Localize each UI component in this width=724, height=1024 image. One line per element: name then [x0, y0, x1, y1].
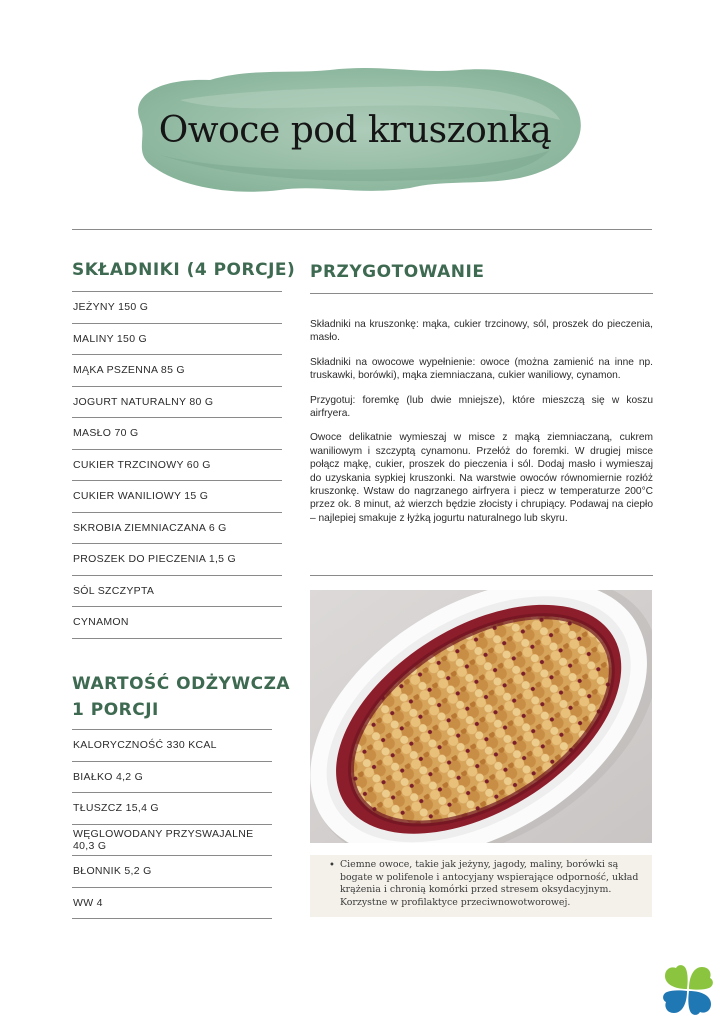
nutrition-item: WĘGLOWODANY PRZYSWAJALNE 40,3 G [72, 825, 272, 857]
nutrition-item: WW 4 [72, 888, 272, 920]
ingredients-heading: SKŁADNIKI (4 PORCJE) [72, 260, 296, 280]
preparation-text [310, 318, 653, 536]
nutrition-heading-line2: 1 PORCJI [72, 700, 159, 720]
top-divider [72, 229, 652, 230]
preparation-paragraph: Przygotuj: foremkę (lub dwie mniejsze), które mieszczą się w koszu airfryera. [310, 394, 653, 420]
preparation-paragraph: Owoce delikatnie wymieszaj w misce z mąką ziemniaczaną, cukrem waniliowym i szczyptą cynamonu. Przełóż do foremki. W drugiej misce połącz mąkę, cukier, proszek do pieczenia i sól. Dodaj masło i wymieszaj do uzyskania sypkiej kruszonki. Na warstwie owoców równomiernie rozłóż kruszonkę. Wstaw do nagrzanego airfryera i piecz w temperaturze 200°C przez ok. 8 minut, aż wierzch będzie złocisty i chrupiący. Podawaj na ciepło – najlepiej smakuje z łyżką jogurtu naturalnego lub skyru. [310, 432, 653, 524]
ingredients-list [72, 292, 282, 639]
crumble-photo [310, 590, 652, 843]
nutrition-item: BŁONNIK 5,2 G [72, 856, 272, 888]
preparation-heading: PRZYGOTOWANIE [310, 262, 485, 282]
preparation-divider [310, 293, 653, 294]
nutrition-item: KALORYCZNOŚĆ 330 KCAL [72, 730, 272, 762]
ingredient-item: MĄKA PSZENNA 85 G [72, 355, 282, 387]
ingredient-item: MALINY 150 G [72, 324, 282, 356]
page-title: Owoce pod kruszonką [158, 109, 552, 151]
ingredient-item: CYNAMON [72, 607, 282, 639]
nutrition-item: BIAŁKO 4,2 G [72, 762, 272, 794]
preparation-paragraph: Składniki na kruszonkę: mąka, cukier trzcinowy, sól, proszek do pieczenia, masło. [310, 319, 653, 344]
ingredient-item: MASŁO 70 G [72, 418, 282, 450]
ingredient-item: CUKIER WANILIOWY 15 G [72, 481, 282, 513]
preparation-bottom-divider [310, 575, 653, 576]
nutrition-heading-line1: WARTOŚĆ ODŻYWCZA [72, 674, 291, 694]
note-bullet: • [329, 860, 335, 871]
ingredient-item: JEŻYNY 150 G [72, 292, 282, 324]
health-note [310, 855, 652, 917]
title-banner [120, 60, 590, 200]
nutrition-list [72, 730, 272, 919]
preparation-paragraph: Składniki na owocowe wypełnienie: owoce (można zamienić na inne np. truskawki, borówki), mąka ziemniaczana, cukier waniliowy, cynamon. [310, 356, 653, 382]
clover-logo-icon [660, 962, 716, 1018]
nutrition-heading [72, 671, 290, 723]
ingredient-item: SKROBIA ZIEMNIACZANA 6 G [72, 513, 282, 545]
ingredient-item: JOGURT NATURALNY 80 G [72, 387, 282, 419]
ingredient-item: CUKIER TRZCINOWY 60 G [72, 450, 282, 482]
ingredient-item: SÓL SZCZYPTA [72, 576, 282, 608]
nutrition-item: TŁUSZCZ 15,4 G [72, 793, 272, 825]
ingredient-item: PROSZEK DO PIECZENIA 1,5 G [72, 544, 282, 576]
note-text: Ciemne owoce, takie jak jeżyny, jagody, maliny, borówki są bogate w polifenole i antocyjany wspierające odporność, układ krążenia i chronią komórki przed stresem oksydacyjnym. Korzystne w profilaktyce przeciwnowotworowej. [340, 859, 639, 908]
